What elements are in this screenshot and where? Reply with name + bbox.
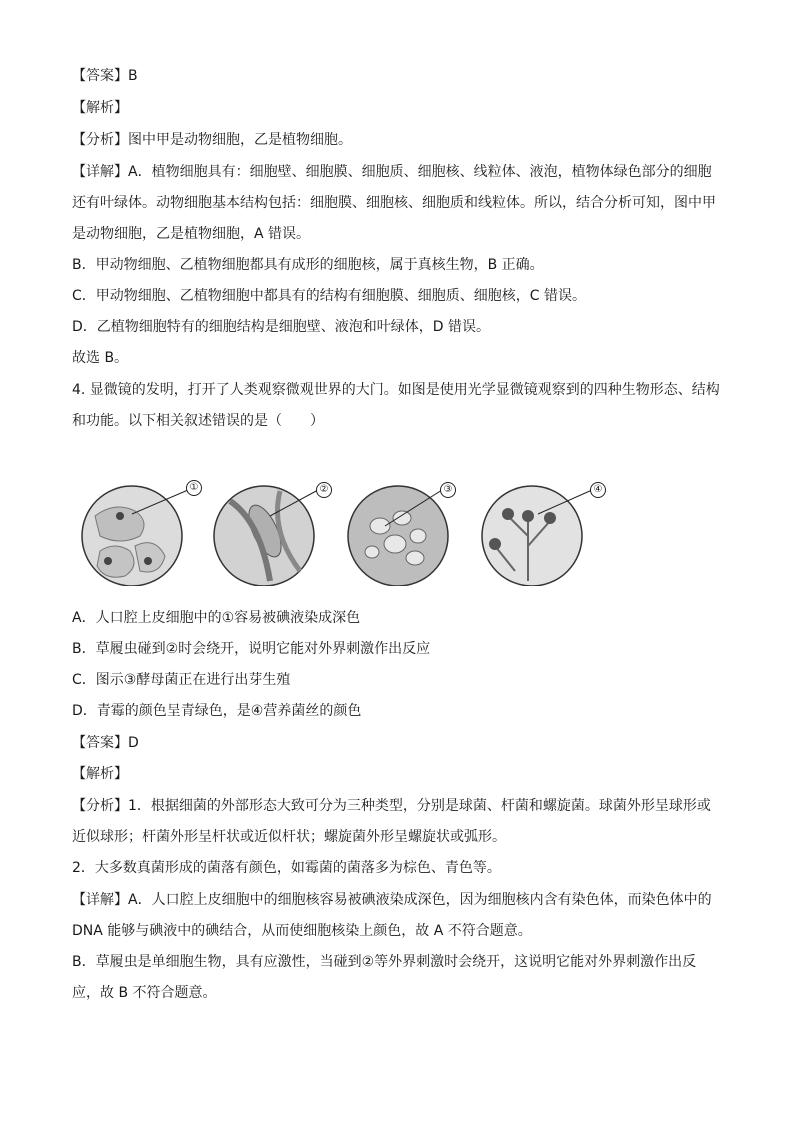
text-line: 和功能。以下相关叙述错误的是（ ） xyxy=(72,413,324,429)
paramecium-image xyxy=(214,486,318,586)
text-line: 【分析】图中甲是动物细胞，乙是植物细胞。 xyxy=(72,132,352,148)
text-line: C．甲动物细胞、乙植物细胞中都具有的结构有细胞膜、细胞质、细胞核，C 错误。 xyxy=(72,288,586,304)
text-line: DNA 能够与碘液中的碘结合，从而使细胞核染上颜色，故 A 不符合题意。 xyxy=(72,923,532,939)
text-line: 应，故 B 不符合题意。 xyxy=(72,985,217,1001)
text-line: D．青霉的颜色呈青绿色，是④营养菌丝的颜色 xyxy=(72,703,362,719)
text-line: B．甲动物细胞、乙植物细胞都具有成形的细胞核，属于真核生物，B 正确。 xyxy=(72,257,544,273)
marker-3: ③ xyxy=(440,482,456,498)
text-line: 【解析】 xyxy=(72,100,128,116)
text-line: 【答案】D xyxy=(72,735,139,751)
text-line: B．草履虫碰到②时会绕开，说明它能对外界刺激作出反应 xyxy=(72,641,431,657)
text-line: 【解析】 xyxy=(72,766,128,782)
yeast-image xyxy=(348,486,448,586)
text-line: 2．大多数真菌形成的菌落有颜色，如霉菌的菌落多为棕色、青色等。 xyxy=(72,860,501,876)
text-line: D．乙植物细胞特有的细胞结构是细胞壁、液泡和叶绿体，D 错误。 xyxy=(72,319,491,335)
penicillium-image xyxy=(482,486,592,586)
text-line: 故选 B。 xyxy=(72,350,129,366)
text-line: B．草履虫是单细胞生物，具有应激性，当碰到②等外界刺激时会绕开，这说明它能对外界刺激作出反 xyxy=(72,954,697,970)
marker-1: ① xyxy=(186,480,202,496)
text-line: 还有叶绿体。动物细胞基本结构包括：细胞膜、细胞核、细胞质和线粒体。所以，结合分析可知，图中甲 xyxy=(72,195,716,211)
text-line: C．图示③酵母菌正在进行出芽生殖 xyxy=(72,672,291,688)
text-line: 【详解】A．人口腔上皮细胞中的细胞核容易被碘液染成深色，因为细胞核内含有染色体，而染色体中的 xyxy=(72,892,712,908)
text-line: 4. 显微镜的发明，打开了人类观察微观世界的大门。如图是使用光学显微镜观察到的四种生物形态、结构 xyxy=(72,382,720,398)
marker-2: ② xyxy=(316,482,332,498)
text-line: 近似球形；杆菌外形呈杆状或近似杆状；螺旋菌外形呈螺旋状或弧形。 xyxy=(72,829,506,845)
text-line: A．人口腔上皮细胞中的①容易被碘液染成深色 xyxy=(72,610,361,626)
text-line: 是动物细胞，乙是植物细胞，A 错误。 xyxy=(72,226,311,242)
micrographs xyxy=(80,476,620,586)
text-line: 【详解】A．植物细胞具有：细胞壁、细胞膜、细胞质、细胞核、线粒体、液泡，植物体绿色部分的细胞 xyxy=(72,164,712,180)
microscope-figure xyxy=(80,476,620,586)
epithelial-cells-image xyxy=(82,486,188,586)
text-line: 【答案】B xyxy=(72,68,138,84)
text-line: 【分析】1．根据细菌的外部形态大致可分为三种类型，分别是球菌、杆菌和螺旋菌。球菌外形呈球形或 xyxy=(72,798,711,814)
marker-4: ④ xyxy=(590,482,606,498)
